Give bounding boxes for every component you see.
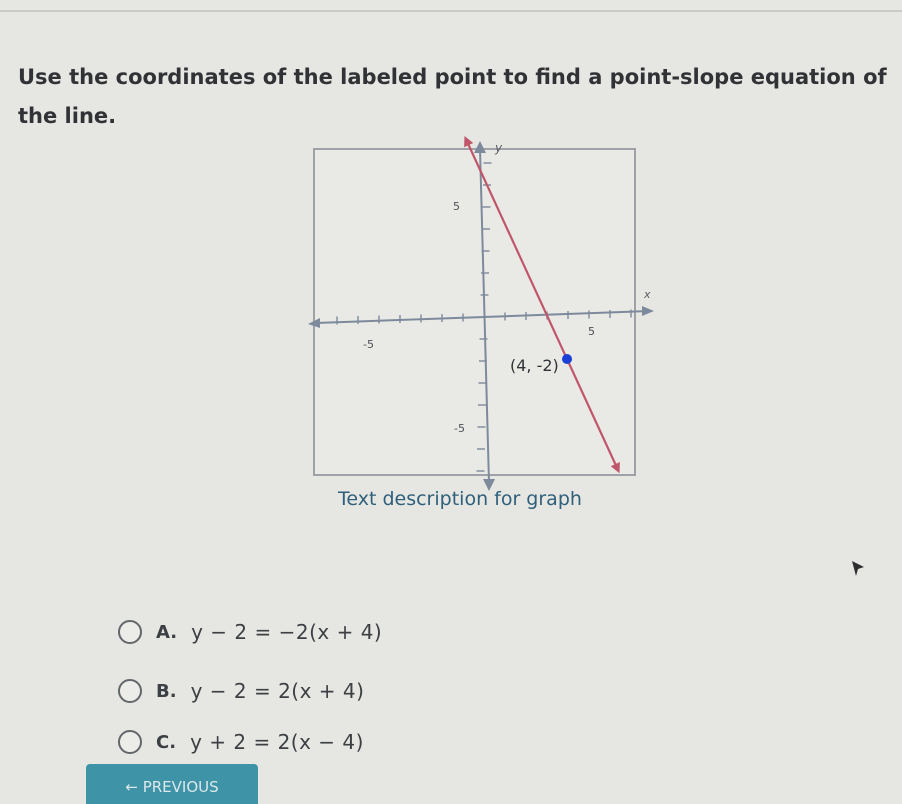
choice-a-letter: A. xyxy=(156,621,178,643)
choice-a[interactable] xyxy=(118,616,382,648)
y-axis-label: y xyxy=(495,141,503,155)
text-description-link[interactable]: Text description for graph xyxy=(338,488,582,510)
choice-c-equation: y + 2 = 2(x − 4) xyxy=(190,730,364,754)
x-axis-arrow-left xyxy=(308,318,320,328)
radio-c[interactable] xyxy=(118,730,142,754)
choice-c-letter: C. xyxy=(156,731,177,753)
radio-b[interactable] xyxy=(118,679,142,703)
choice-b[interactable] xyxy=(118,675,364,707)
labeled-point xyxy=(562,354,572,364)
question-text: Use the coordinates of the labeled point to find a point-slope equation of the line. xyxy=(18,65,887,128)
choice-b-equation: y − 2 = 2(x + 4) xyxy=(190,679,365,703)
mouse-pointer-icon xyxy=(850,559,866,579)
tick-label-y-neg5: -5 xyxy=(454,422,465,435)
choice-b-letter: B. xyxy=(156,680,177,702)
previous-button[interactable]: ← PREVIOUS xyxy=(86,764,258,804)
tick-label-x-neg5: -5 xyxy=(363,338,374,351)
radio-a[interactable] xyxy=(118,620,142,644)
top-divider xyxy=(0,10,902,12)
x-axis-label: x xyxy=(644,288,651,301)
choice-a-equation: y − 2 = −2(x + 4) xyxy=(191,620,383,644)
graph-line xyxy=(467,142,617,468)
tick-label-y-5: 5 xyxy=(453,200,460,213)
x-axis-arrow-right xyxy=(642,306,654,316)
y-axis-arrow-up xyxy=(474,141,486,153)
point-label: (4, -2) xyxy=(510,356,559,375)
tick-label-x-5: 5 xyxy=(588,325,595,338)
choice-c[interactable] xyxy=(118,726,364,758)
coordinate-graph xyxy=(300,135,660,495)
x-axis xyxy=(316,311,650,323)
